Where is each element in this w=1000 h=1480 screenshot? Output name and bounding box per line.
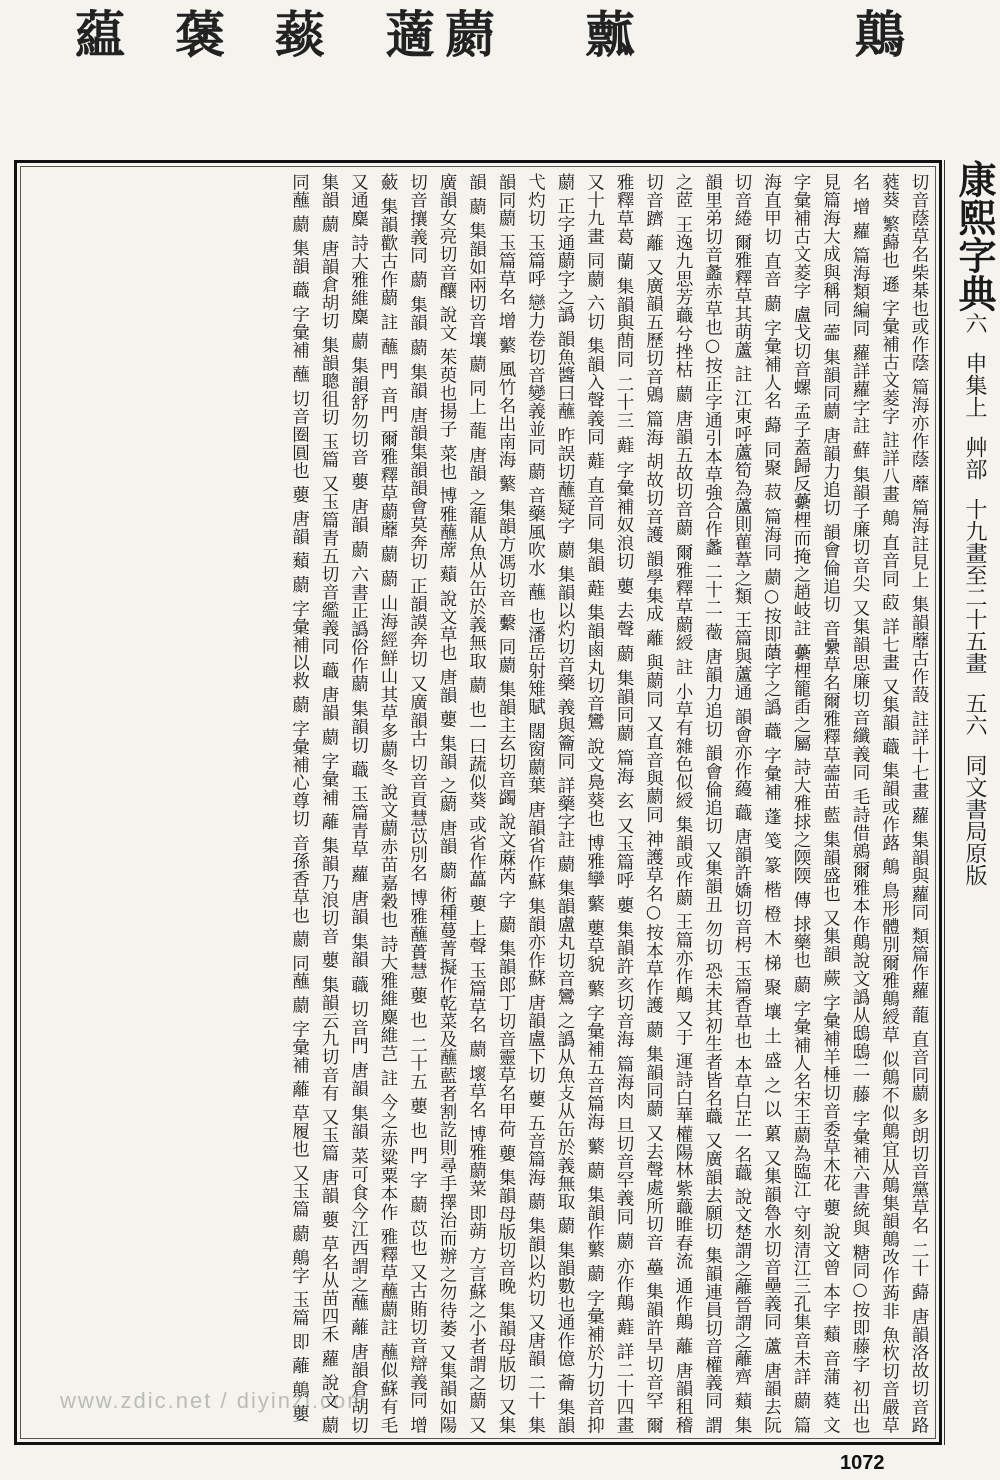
seal-glyph: 藴 [67, 8, 126, 60]
folio-number: 五六 [962, 692, 987, 736]
radical-name: 艸部 [962, 436, 987, 480]
volume-number: 六 [962, 312, 987, 334]
side-rail-text [951, 160, 995, 1445]
seal-script-header [60, 0, 940, 150]
dictionary-text-frame [14, 160, 942, 1445]
entries-text: 切音蔭草名柴棊也或作蔭 篇海亦作蔭 蘼 篇海註見上 集韻蘼古作蔎 註詳十七畫 蘿 集韻與蘿同 類篇作蘿 蘢 直音同蘮 多朗切音黨草名 二十 蘬 唐韻洛故切音路 蕤葵 繁蘬也 遜 字彙補古文菱字 註詳八畫 鷏 直音同 菣 詳七畫 又集韻 蘵 集韻或作蕗 鷏 鳥形體別爾雅鷏綬草 似鷏不似鷏宜从鷏集韻鷏改作蒟非 魚杴切音嚴草名 增 蘿 篇海類編同 蘿詳蘿字註 蘚 集韻子廉切音尖 又集韻思廉切音纖義同 毛詩借鶁爾雅本作鷏說文譌从鴟鴟二 藤 字彙補六書統與 糖同○按即藤字 初出也見篇海大成與稱同 蘦 集韻同蘮 唐韻力追切 韻會倫追切 音纍草名爾雅釋草蘦苗 藍 集韻盛也 又集韻 蕨 字彙補羊棰切音委草木花 蘡 說文曾 本字 蘱 音蒲 蕤 文 字彙補古文菱字 盧戈切音螺 孟子蓋歸反虆梩而掩之趙岐註 虆梩籠臿之屬 詩大雅捄之陾陾 傳 捄藥也 蘮 字彙補人名宋王蘮為臨江 守刻清江三孔集音未詳 蘮 篇海直甲切 直音 蘮 字彙補人名 蘬 同聚 菽 篇海同 蘮○按即藬字之譌 蘵 字彙補 蓬 笺 篆 楷 橙 木 梯 聚 壤 土 盛 之 以 蔂 又集韻魯水切音壘義同 蘆 唐韻去阮切音綣 爾雅釋草其萌蘆 註 江東呼蘆筍為蘆則雚葦之類 王篇與蘆通 韻會亦作蘰 蘵 唐韻許嬌切音枵 玉篇香草也 本草白芷一名蘵 說文楚謂之蘺晉謂之蘺齊 蘱 集韻里弟切音蠡赤草也○按正字通引本草強合作蠡 二十二 藢 唐韻力追切 韻會倫追切 又集韻丑 勿切 恐未其初生者皆名蘵 又廣韻去願切 集韻連員切音權義同 謂之茝 王逸九思芳蘵兮挫枯 蘮 唐韻五故切音蘮 爾雅釋草蘮綬 註 小草有雜色似綬 集韻或作蘮 王篇亦作鷏 又于 運詩白華權陽林紫蘵睢春流 通作鷏 蘺 唐韻租稽切音躋 蘺 又廣韻五歷切音鶂 篇海 胡故切音護 韻學集成 蘺 與蘮同 又直音與蘮同 神護草名○按本草作護 蘮 集韻同蘮 又去聲處所切音 蘲 集韻許旱切音罕 爾雅釋草葛 蘭 集韻與蔄同 二十三 蘳 字彙補奴浪切 蘡 去聲 蘮 集韻同蘮 篇海 玄 又玉篇呼 蘡 集韻許亥切音海 篇海肉 旦切音罕義同 蘮 亦作鷏 蘳 詳二十四畫 又十九畫 同蘮 六切 集韻入聲義同 蘳 直音同 集韻 蘳 集韻鹵丸切音鸞 說文鳧葵也 博雅攣 蘩 蘡草貌 蘩 字彙補五音篇海 蘩 蘮 集韻作蘩 蘮 字彙補於力切音抑 蘮 正字通蘮字之譌 韻魚醬曰蘸 昨誤切蘸疑字 蘮 集韻以灼切音藥 義與籥同 詳藥字註 蘮 集韻盧丸切音鸞 之譌从魚攴从缶於義無取 蘮 集韻數也通作億 蘥 集韻弋灼切 玉篇呼 戀力卷切音變義並同 蘮 音藥風吹水 蘸 也潘岳射雉賦 闊窗蘮葉 唐韻省作蘇 集韻亦作蘇 唐韻盧下切 蘡 五音篇海 蘮 集韻以灼切 又唐韻 二十 集韻同蘮 玉篇草名 增 蘩 風竹名出南海 蘩 集韻方馮切音 蘻 同蘮 集韻主玄切音蠲 說文蔴芮 字 蘮 集韻郎丁切音靈草名甲荷 蘡 集韻母版切音晚 集韻母版切 又集韻 蘮 集韻如兩切音壤 蘮 同上 蘢 唐韻 之蘢从魚从缶於義無取 蘮 也一曰蔬似葵 或省作藟 蘡 上聲 玉篇草名 蘮 壞草名 博雅蘮菜 即蒴 方言蘇之小者謂之蘮 又廣韻女亮切音釀 說文 茱萸也揚子 菜也 博雅蘸蓆 蘱 說文草也 唐韻 蘡 集韻 之蘮 唐韻 蘮 術種蔓菁擬作乾菜及蘸藍者割訖則尋手擇治而辦之勿待萎 又集韻如陽切音攘義同 蘮 集韻 蘮 集韻 唐韻集韻韻會莫奔切 正韻謨奔切 又廣韻古 切音貢慧苡別名 博雅蘸蕢慧 蘡 也 二十五 蘡 也 門 字 蘮 苡也 又古賄切音辯義同 增 蘞 集韻歡古作蘮 註 蘸 門 音門 爾雅釋草蘮蘼 蘮 蘮 山海經鮮山其草多蘮冬 說文蘮赤苗嘉穀也 詩大雅維麋維芑 註 今之赤粱粟本作 雅釋草蘸蘮註 蘸似蘇有毛 又通麋 詩大雅維麋 蘮 集韻舒勿切音 蘡 唐韻 蘮 六書正譌俗作蘮 集韻切 蘵 玉篇青草 蘿 唐韻 集韻 蘵 切音門 唐韻 集韻 菜可食今江西謂之蘸 蘺 唐韻倉胡切 集韻 蘮 唐韻倉胡切 集韻聰徂切 玉篇 又玉篇青五切音繿義同 蘵 唐韻 蘮 字彙補 蘺 集韻乃浪切音 蘡 集韻云九切音有 又玉篇 唐韻 蘡 草名从苗四禾 蘿 說文 蘮 同蘸 蘮 集韻 蘵 字彙補 蘸 切音圈圓也 蘡 唐韻 蘱 蘮 字彙補以救 蘮 字彙補心尊切 音孫香草也 蘮 同蘸 蘮 字彙補 蘺 草履也 又玉篇 蘮 鷏字 玉篇 即 蘺 鷏 蘡 [289, 173, 929, 1434]
page-number: 1072 [840, 1452, 885, 1474]
seal-glyph: 藡 [377, 8, 436, 60]
publisher-name: 同文書局原版 [962, 754, 987, 886]
seal-glyph: 蘮 [437, 8, 496, 60]
side-rail [944, 160, 998, 1445]
section-name: 申集上 [962, 352, 987, 418]
dictionary-entries [25, 173, 933, 1434]
seal-glyph: 藵 [167, 8, 226, 60]
seal-glyph: 䕭 [267, 8, 326, 60]
book-title: 康熙字典 [952, 160, 997, 312]
stroke-range: 十九畫至二十五畫 [962, 498, 987, 674]
seal-glyph: 䕯 [577, 8, 636, 60]
seal-glyph: 鷏 [847, 8, 906, 60]
watermark: www.zdic.net / diyinzi.com [60, 1388, 368, 1413]
